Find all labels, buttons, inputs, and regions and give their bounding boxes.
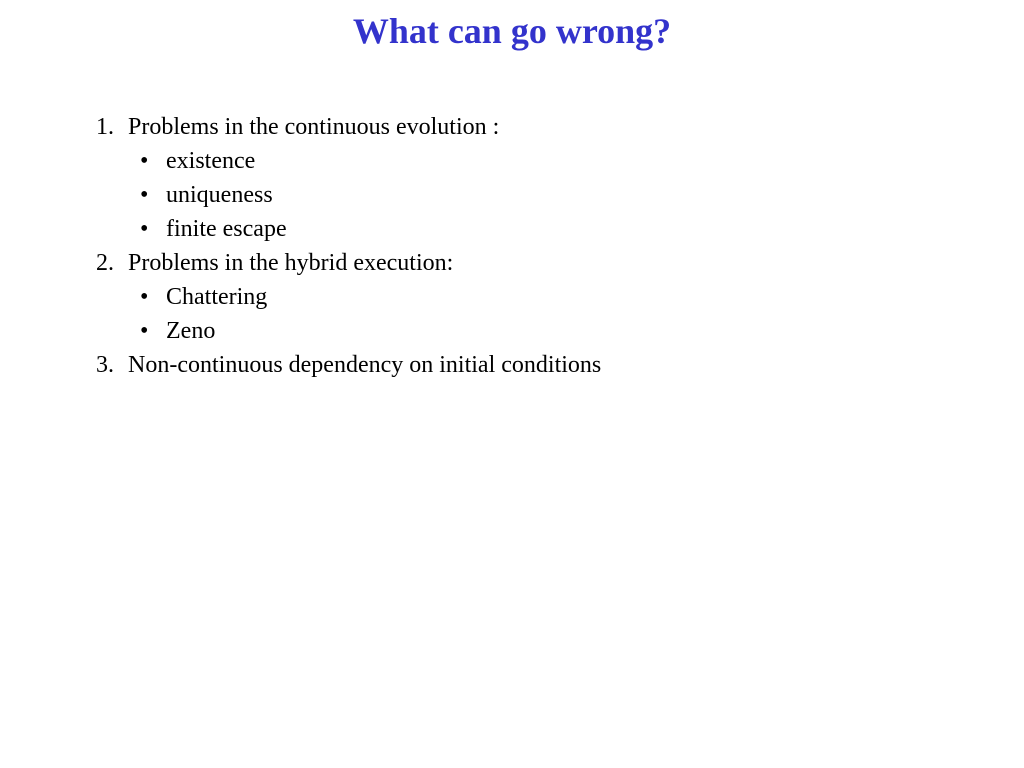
- sub-item-chattering: [140, 280, 976, 314]
- bullet-icon: •: [140, 148, 149, 174]
- sub-item-text: existence: [166, 148, 256, 174]
- item-number: 3.: [96, 352, 114, 378]
- item-text: Problems in the hybrid execution:: [128, 250, 454, 276]
- sub-item-finite-escape: [140, 212, 976, 246]
- item-number: 1.: [96, 114, 114, 140]
- bullet-icon: •: [140, 284, 149, 310]
- item-number: 2.: [96, 250, 114, 276]
- bullet-icon: •: [140, 182, 149, 208]
- item-text: Problems in the continuous evolution :: [128, 114, 500, 140]
- sub-item-text: uniqueness: [166, 182, 273, 208]
- bullet-icon: •: [140, 318, 149, 344]
- list-item-1: [96, 110, 976, 144]
- bullet-icon: •: [140, 216, 149, 242]
- sub-item-text: Zeno: [166, 318, 216, 344]
- numbered-list: [96, 110, 976, 382]
- sub-item-existence: [140, 144, 976, 178]
- list-item-3: [96, 348, 976, 382]
- item-text: Non-continuous dependency on initial conditions: [128, 352, 602, 378]
- sub-item-uniqueness: [140, 178, 976, 212]
- list-item-2: [96, 246, 976, 280]
- sub-item-zeno: [140, 314, 976, 348]
- slide-title: What can go wrong?: [352, 11, 672, 51]
- sub-item-text: Chattering: [166, 284, 268, 310]
- sub-item-text: finite escape: [166, 216, 287, 242]
